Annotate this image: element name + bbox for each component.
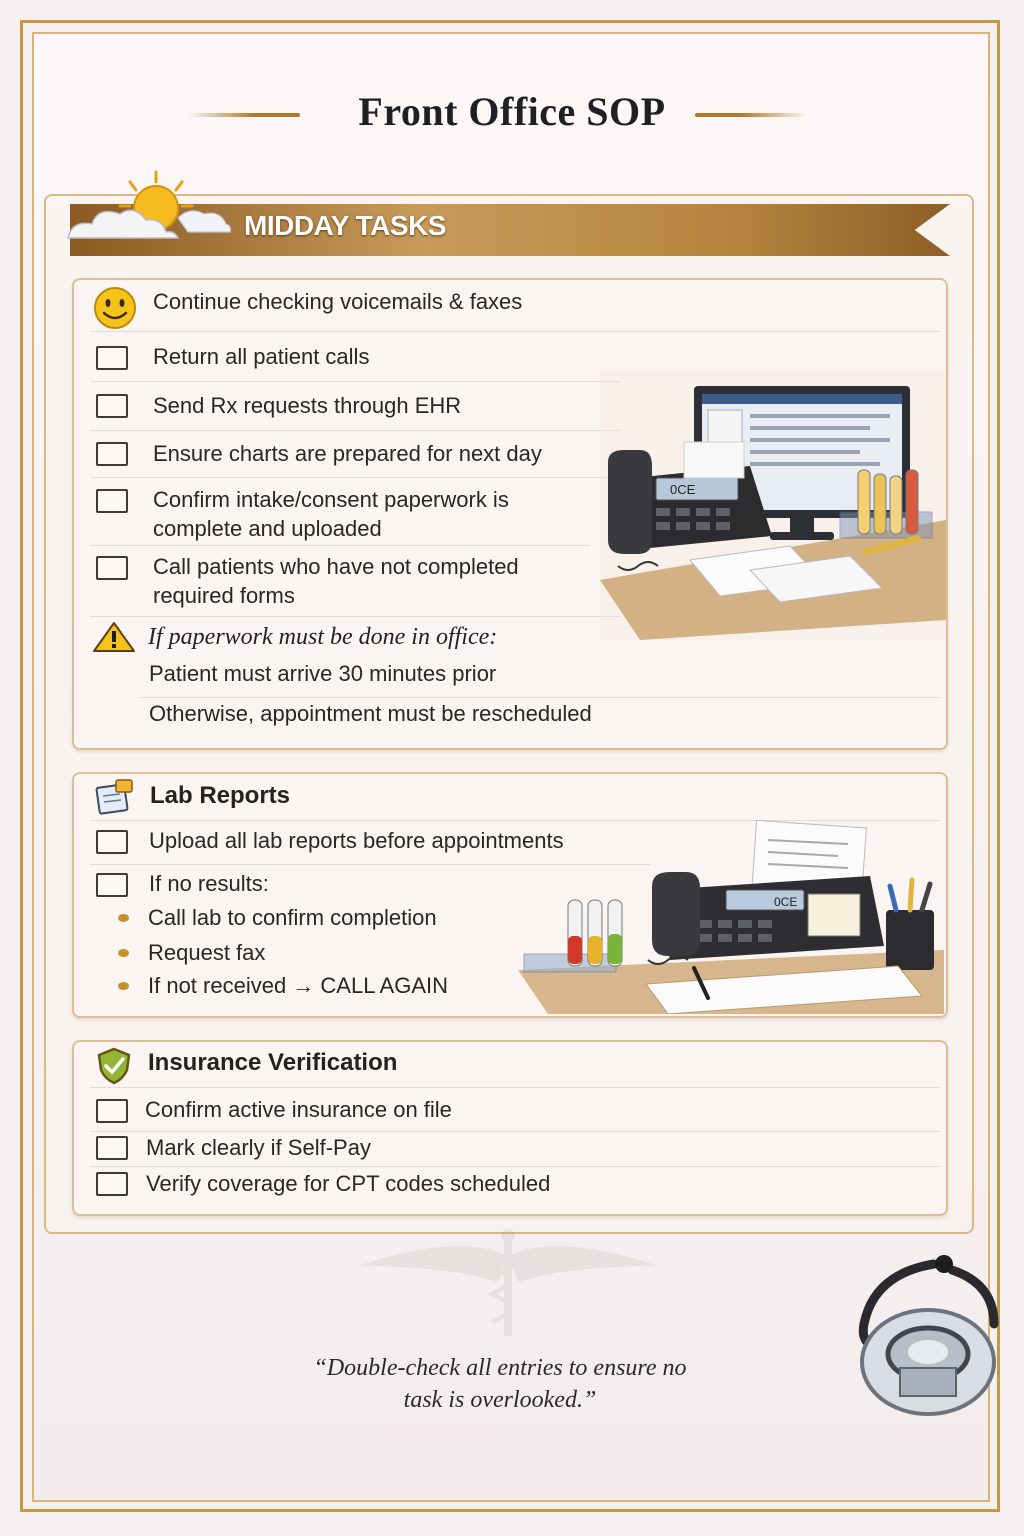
bullet	[118, 914, 129, 922]
bullet	[118, 949, 129, 957]
note-title: If paperwork must be done in office:	[148, 624, 498, 650]
lab-report-icon	[94, 778, 136, 816]
task-call-patients-forms: Call patients who have not completed required forms	[153, 554, 519, 608]
checkbox-send-rx[interactable]	[96, 394, 128, 418]
note-line-arrive: Patient must arrive 30 minutes prior	[149, 661, 497, 686]
checkbox-return-calls[interactable]	[96, 346, 128, 370]
smiley-icon	[92, 286, 138, 330]
task-upload-lab-reports: Upload all lab reports before appointments	[149, 828, 564, 853]
fax-display-1: 0CE	[670, 482, 696, 497]
stethoscope-icon	[834, 1244, 1004, 1424]
page-title: Front Office SOP	[358, 89, 666, 134]
task-no-results: If no results:	[149, 871, 269, 896]
task-return-calls: Return all patient calls	[153, 344, 370, 369]
task-check-voicemails: Continue checking voicemails & faxes	[153, 289, 523, 314]
caduceus-watermark-icon	[338, 1226, 678, 1336]
office-desk-illustration	[600, 370, 946, 640]
quote-line-1: “Double-check all entries to ensure no	[313, 1355, 687, 1381]
task-verify-cpt: Verify coverage for CPT codes scheduled	[146, 1171, 551, 1196]
divider	[90, 477, 620, 478]
sub-call-again: If not received → CALL AGAIN	[148, 973, 448, 998]
divider	[90, 1087, 940, 1088]
divider	[90, 331, 940, 332]
checkbox-confirm-paperwork[interactable]	[96, 489, 128, 513]
bullet	[118, 982, 129, 990]
divider	[90, 616, 620, 617]
task-active-insurance: Confirm active insurance on file	[145, 1097, 452, 1122]
quote-line-2: task is overlooked.”	[403, 1387, 597, 1413]
sub-request-fax: Request fax	[148, 940, 266, 965]
checkbox-self-pay[interactable]	[96, 1136, 128, 1160]
sub-call-lab: Call lab to confirm completion	[148, 905, 437, 930]
divider	[140, 697, 940, 698]
divider	[90, 381, 620, 382]
fax-display-2: 0CE	[774, 895, 798, 909]
task-prepare-charts: Ensure charts are prepared for next day	[153, 441, 542, 466]
insurance-heading: Insurance Verification	[148, 1049, 398, 1076]
task-send-rx: Send Rx requests through EHR	[153, 393, 462, 418]
checkbox-call-patients-forms[interactable]	[96, 556, 128, 580]
divider	[90, 1131, 940, 1132]
lab-fax-illustration	[518, 820, 944, 1014]
warning-icon	[92, 621, 136, 653]
divider	[90, 430, 620, 431]
shield-check-icon	[94, 1046, 134, 1086]
banner-title: MIDDAY TASKS	[244, 210, 446, 241]
note-line-reschedule: Otherwise, appointment must be rescheduled	[149, 701, 592, 726]
checkbox-upload-lab-reports[interactable]	[96, 830, 128, 854]
checkbox-active-insurance[interactable]	[96, 1099, 128, 1123]
checkbox-verify-cpt[interactable]	[96, 1172, 128, 1196]
task-confirm-paperwork: Confirm intake/consent paperwork is complete and uploaded	[153, 487, 509, 541]
task-self-pay: Mark clearly if Self-Pay	[146, 1135, 371, 1160]
sun-cloud-icon	[62, 168, 234, 252]
divider	[90, 545, 590, 546]
lab-reports-heading: Lab Reports	[150, 782, 291, 809]
divider	[90, 1166, 940, 1167]
checkbox-prepare-charts[interactable]	[96, 442, 128, 466]
checkbox-no-results[interactable]	[96, 873, 128, 897]
